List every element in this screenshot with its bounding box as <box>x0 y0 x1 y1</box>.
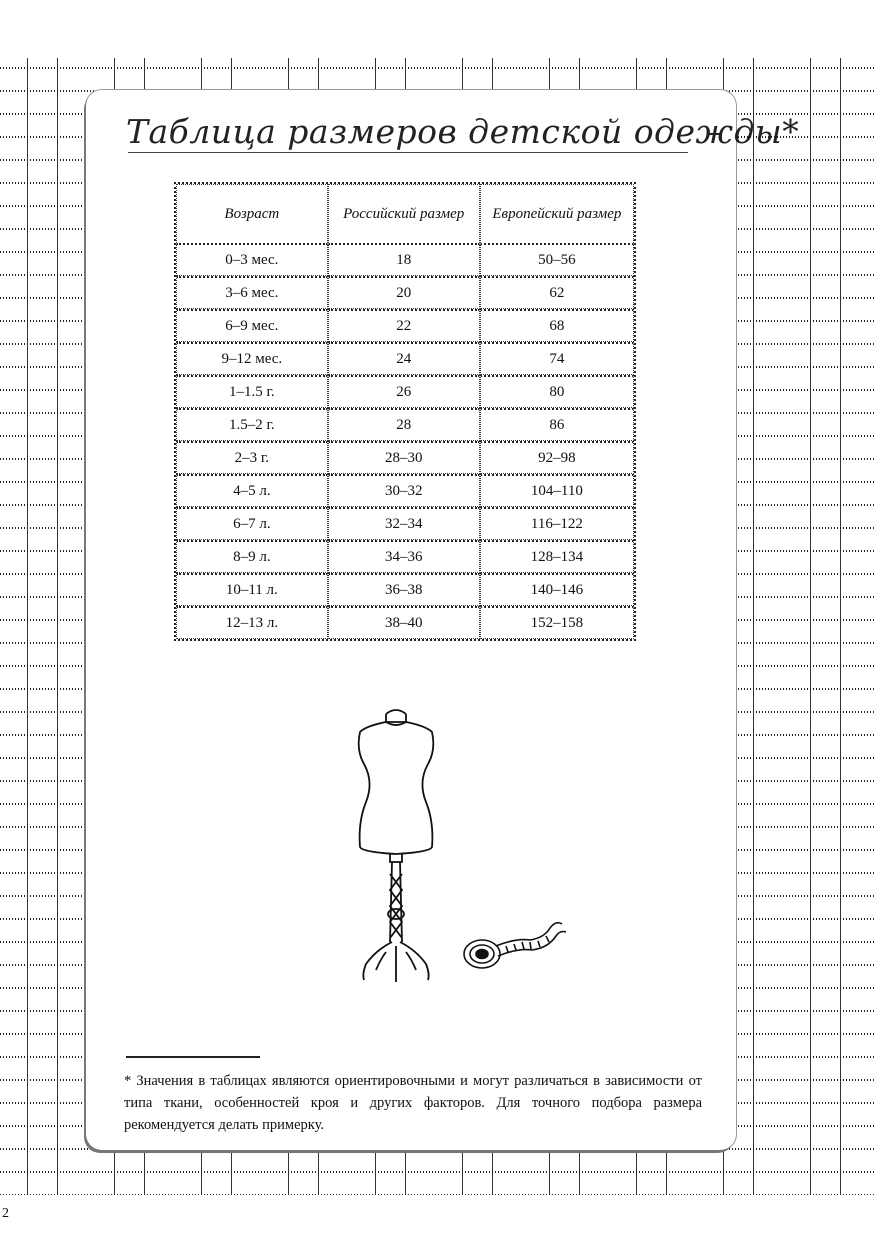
cell-european: 92–98 <box>480 441 634 474</box>
cell-age: 12–13 л. <box>176 606 328 639</box>
table-row <box>176 342 634 375</box>
cell-age: 9–12 мес. <box>176 342 328 375</box>
cell-age: 0–3 мес. <box>176 245 328 276</box>
illustration <box>346 702 576 1002</box>
dress-form-icon <box>359 710 434 982</box>
table-row <box>176 309 634 342</box>
table-row <box>176 606 634 639</box>
header-russian-size: Российский размер <box>328 184 480 245</box>
cell-russian: 20 <box>328 276 480 309</box>
cell-age: 10–11 л. <box>176 573 328 606</box>
cell-european: 128–134 <box>480 540 634 573</box>
cell-russian: 24 <box>328 342 480 375</box>
cell-russian: 32–34 <box>328 507 480 540</box>
cell-russian: 36–38 <box>328 573 480 606</box>
cell-russian: 22 <box>328 309 480 342</box>
cell-age: 8–9 л. <box>176 540 328 573</box>
cell-european: 104–110 <box>480 474 634 507</box>
cell-russian: 28 <box>328 408 480 441</box>
cell-age: 6–7 л. <box>176 507 328 540</box>
cell-european: 116–122 <box>480 507 634 540</box>
cell-age: 1–1.5 г. <box>176 375 328 408</box>
table-row <box>176 507 634 540</box>
table-row <box>176 408 634 441</box>
page-number: 2 <box>2 1206 9 1221</box>
footnote-rule <box>126 1056 260 1058</box>
cell-age: 6–9 мес. <box>176 309 328 342</box>
table-row <box>176 276 634 309</box>
header-age: Возраст <box>176 184 328 245</box>
bottom-margin <box>0 1195 874 1240</box>
cell-european: 74 <box>480 342 634 375</box>
table-row <box>176 474 634 507</box>
cell-european: 152–158 <box>480 606 634 639</box>
cell-european: 140–146 <box>480 573 634 606</box>
cell-russian: 26 <box>328 375 480 408</box>
cell-european: 80 <box>480 375 634 408</box>
cell-russian: 30–32 <box>328 474 480 507</box>
cell-russian: 34–36 <box>328 540 480 573</box>
cell-european: 86 <box>480 408 634 441</box>
measuring-tape-icon <box>464 923 566 968</box>
table-row <box>176 375 634 408</box>
cell-european: 68 <box>480 309 634 342</box>
table-row <box>176 573 634 606</box>
cell-russian: 18 <box>328 245 480 276</box>
cell-age: 1.5–2 г. <box>176 408 328 441</box>
top-margin <box>0 0 874 58</box>
table-row <box>176 441 634 474</box>
size-table <box>174 182 636 641</box>
table-header-row <box>176 184 634 245</box>
cell-age: 2–3 г. <box>176 441 328 474</box>
header-european-size: Европейский размер <box>480 184 634 245</box>
page-title: Таблица размеров детской одежды* <box>126 112 800 151</box>
cell-european: 50–56 <box>480 245 634 276</box>
footnote-text: * Значения в таблицах являются ориентировочными и могут различаться в зависимости от типа ткани, особенностей кроя и других факторов. Для точного подбора размера рекомендуется делать примерку. <box>124 1073 702 1133</box>
cell-russian: 38–40 <box>328 606 480 639</box>
cell-russian: 28–30 <box>328 441 480 474</box>
table-row <box>176 245 634 276</box>
title-underline <box>128 152 688 153</box>
cell-age: 4–5 л. <box>176 474 328 507</box>
cell-european: 62 <box>480 276 634 309</box>
table-row <box>176 540 634 573</box>
content-card <box>86 90 800 1150</box>
cell-age: 3–6 мес. <box>176 276 328 309</box>
